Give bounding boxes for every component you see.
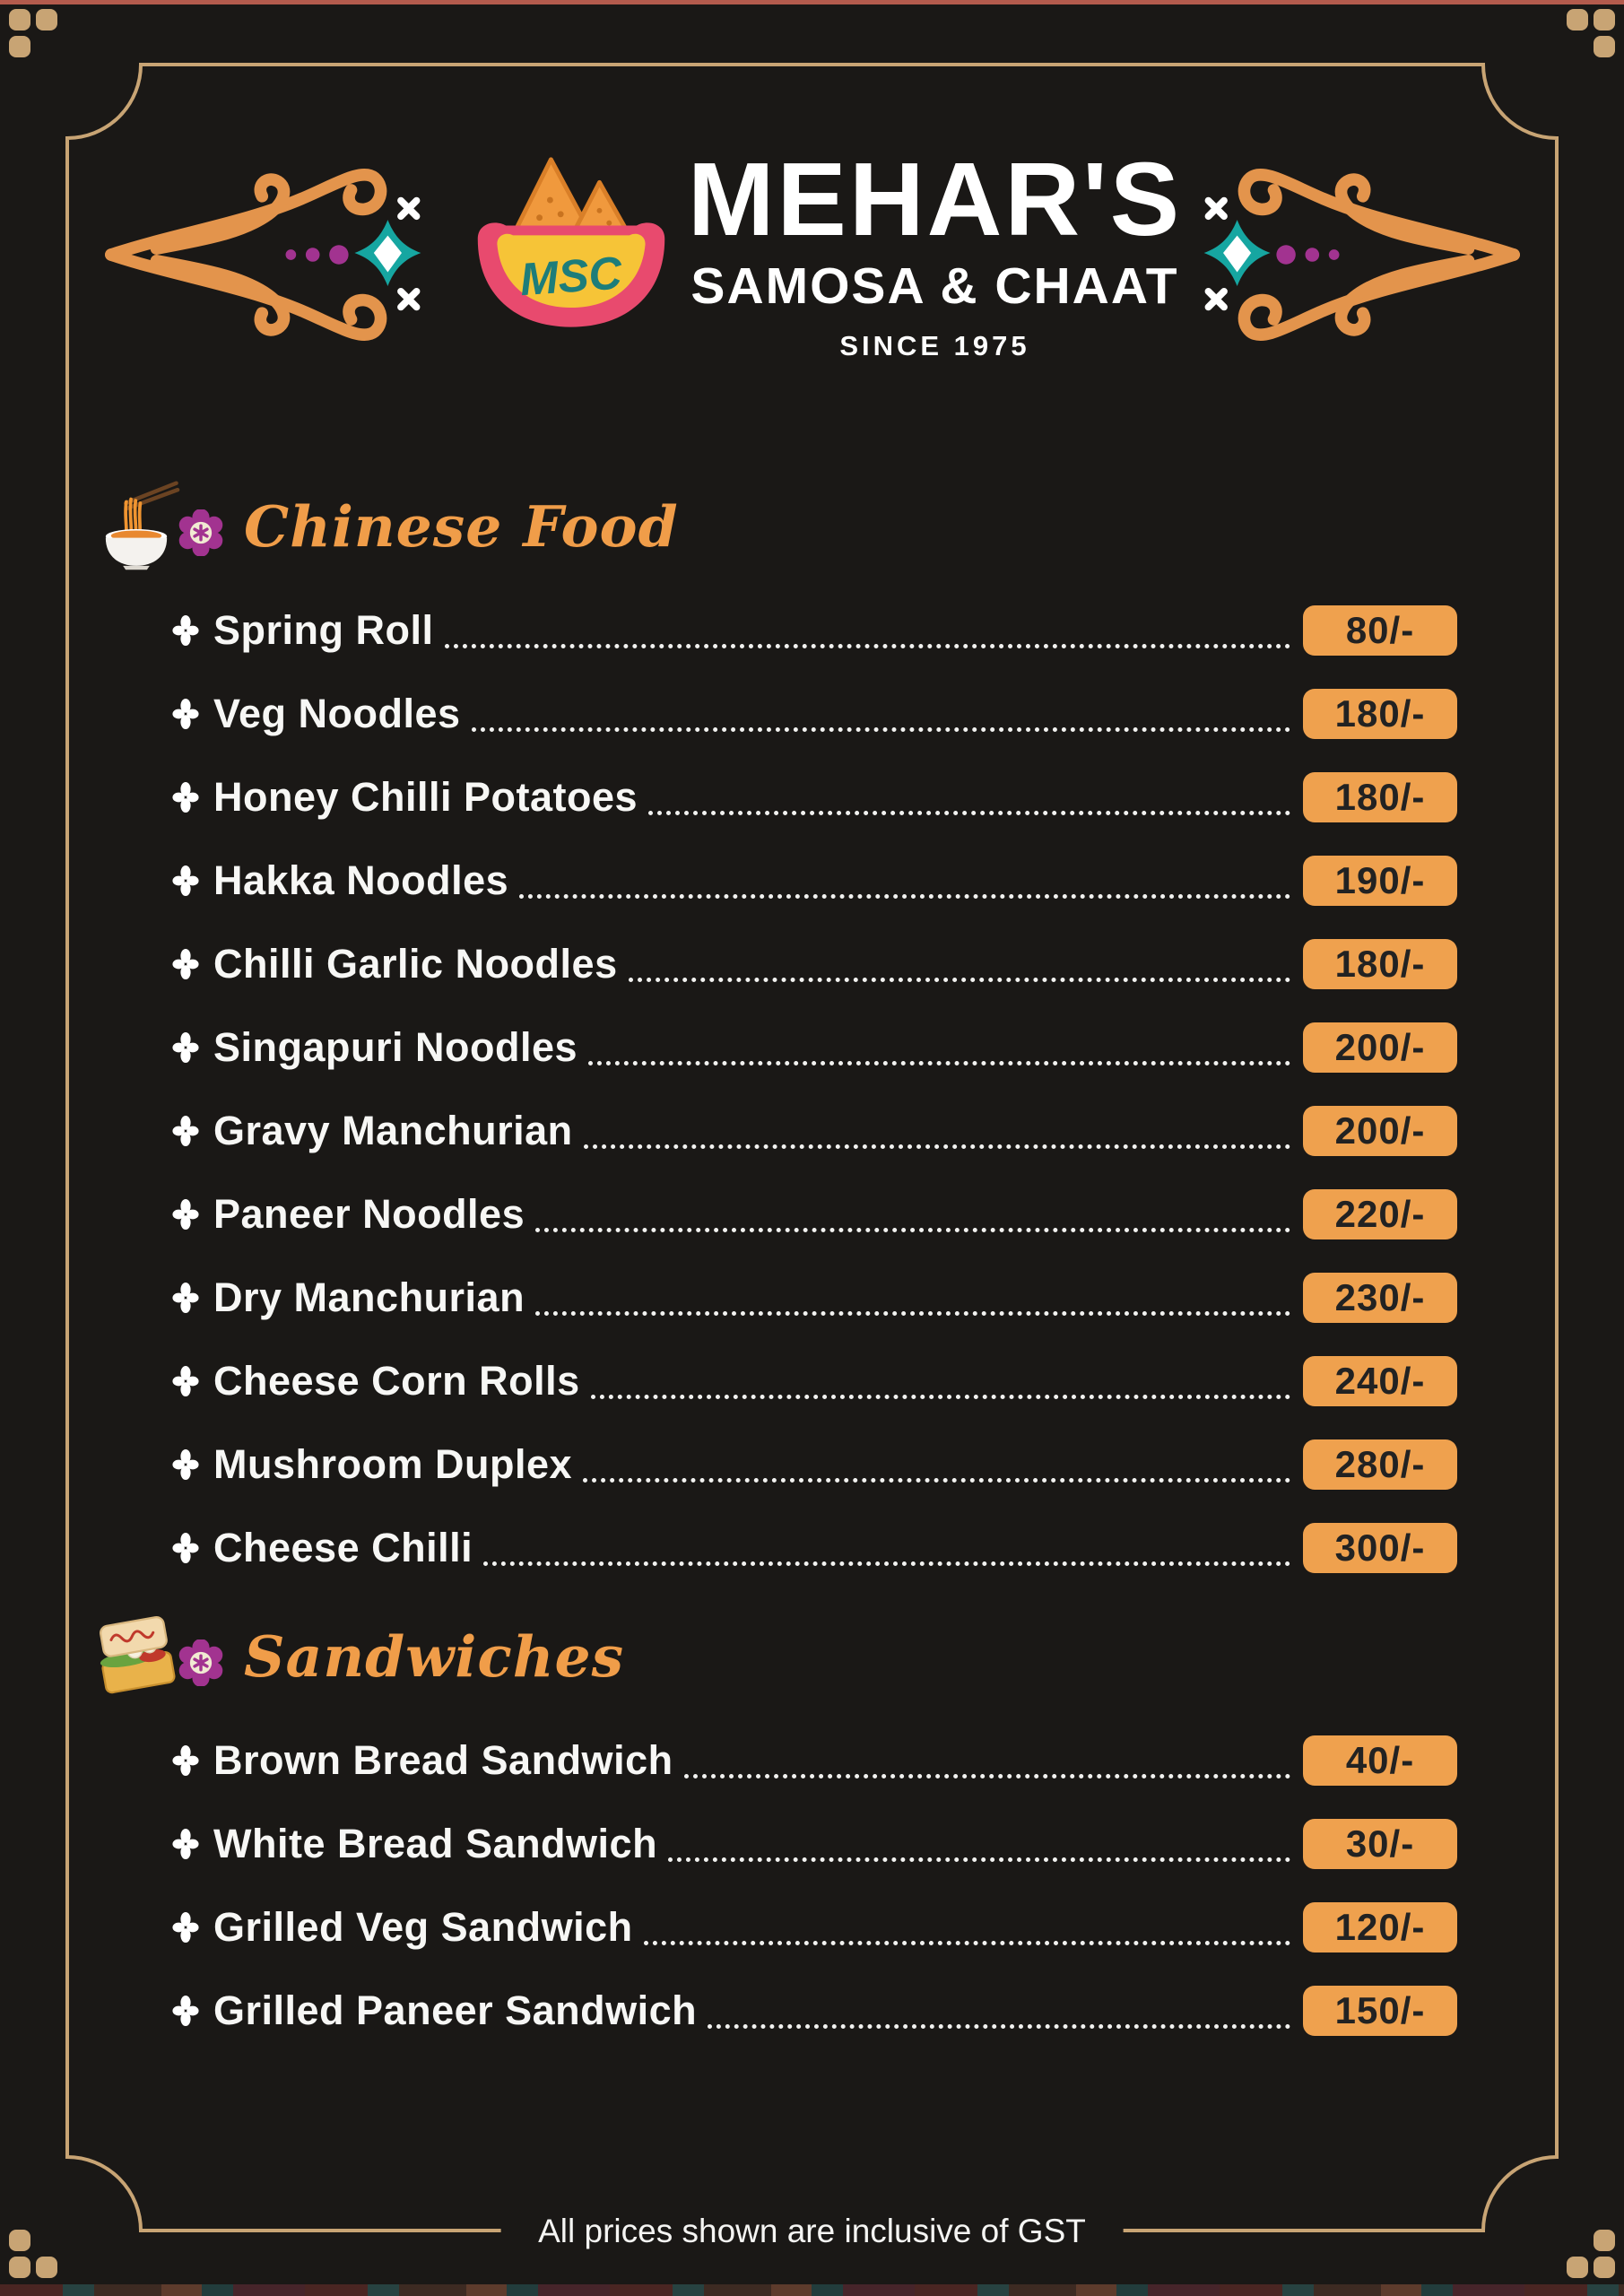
section-title: Chinese Food (244, 493, 679, 560)
menu-item-name: Dry Manchurian (213, 1274, 525, 1320)
dotted-leader (668, 1857, 1290, 1862)
logo-monogram: MSC (517, 247, 623, 306)
sparkle-bullet-icon (172, 1829, 199, 1859)
sparkle-bullet-icon (172, 615, 199, 646)
menu-item-row (90, 1802, 1457, 1885)
menu-item-name: Brown Bread Sandwich (213, 1736, 673, 1783)
flower-icon (178, 1639, 224, 1686)
menu-item-name: Singapuri Noodles (213, 1023, 578, 1070)
menu-item-row (90, 672, 1457, 755)
menu-item-row (90, 1506, 1457, 1589)
section-heading-sandwiches (90, 1604, 1457, 1709)
dotted-leader (684, 1774, 1290, 1779)
sparkle-bullet-icon (172, 865, 199, 896)
section-heading-chinese-food (90, 474, 1457, 579)
sparkle-bullet-icon (172, 1996, 199, 2026)
bottom-edge-strip (0, 2284, 1624, 2296)
sparkle-bullet-icon (172, 949, 199, 979)
menu-item-price-badge: 40/- (1303, 1735, 1457, 1786)
brand-since: SINCE 1975 (839, 330, 1030, 361)
sparkle-bullet-icon (172, 1745, 199, 1776)
footer-gst-note: All prices shown are inclusive of GST (500, 2206, 1124, 2257)
menu-item-name: Cheese Chilli (213, 1524, 473, 1570)
menu-item-name: White Bread Sandwich (213, 1820, 658, 1866)
corner-squares-top-left (9, 9, 65, 65)
dotted-leader (583, 1478, 1290, 1483)
menu-items-chinese-food (90, 588, 1457, 1589)
flower-icon (178, 509, 224, 556)
menu-item-row (90, 755, 1457, 839)
menu-item-name: Paneer Noodles (213, 1190, 525, 1237)
menu-item-price-badge: 200/- (1303, 1022, 1457, 1073)
menu-item-price-badge: 180/- (1303, 689, 1457, 739)
menu-item-price-badge: 150/- (1303, 1986, 1457, 2036)
noodle-bowl-icon (90, 476, 183, 577)
sparkle-bullet-icon (172, 782, 199, 813)
menu-item-name: Mushroom Duplex (213, 1440, 573, 1487)
menu-item-name: Gravy Manchurian (213, 1107, 573, 1153)
menu-item-price-badge: 180/- (1303, 939, 1457, 989)
sparkle-bullet-icon (172, 1533, 199, 1563)
dotted-leader (644, 1941, 1290, 1945)
section-title: Sandwiches (244, 1623, 625, 1690)
menu-item-price-badge: 220/- (1303, 1189, 1457, 1239)
dotted-leader (591, 1395, 1290, 1399)
sparkle-bullet-icon (172, 1199, 199, 1230)
sparkle-bullet-icon (172, 699, 199, 729)
dotted-leader (708, 2024, 1290, 2029)
menu-item-price-badge: 300/- (1303, 1523, 1457, 1573)
sparkle-bullet-icon (172, 1449, 199, 1480)
header (0, 124, 1624, 386)
dotted-leader (519, 894, 1290, 899)
sparkle-bullet-icon (172, 1366, 199, 1396)
brand-name: MEHAR'S (687, 141, 1183, 257)
corner-squares-bottom-left (9, 2222, 65, 2278)
section-chinese-food (90, 474, 1457, 1589)
brand-subtitle: SAMOSA & CHAAT (690, 257, 1179, 315)
menu-item-price-badge: 180/- (1303, 772, 1457, 822)
menu-item-name: Veg Noodles (213, 690, 461, 736)
corner-squares-top-right (1559, 9, 1615, 65)
menu-item-price-badge: 200/- (1303, 1106, 1457, 1156)
menu-item-price-badge: 30/- (1303, 1819, 1457, 1869)
menu-item-price-badge: 230/- (1303, 1273, 1457, 1323)
menu-item-price-badge: 120/- (1303, 1902, 1457, 1952)
menu-item-row (90, 1256, 1457, 1339)
flourish-ornament-left-icon (103, 124, 437, 386)
menu-item-name: Grilled Paneer Sandwich (213, 1987, 698, 2033)
menu-item-name: Chilli Garlic Noodles (213, 940, 618, 987)
flourish-ornament-right-icon (1188, 124, 1522, 386)
dotted-leader (584, 1144, 1290, 1149)
menu-item-price-badge: 240/- (1303, 1356, 1457, 1406)
sparkle-bullet-icon (172, 1116, 199, 1146)
menu-item-row (90, 1422, 1457, 1506)
dotted-leader (535, 1228, 1290, 1232)
menu-item-row (90, 1885, 1457, 1969)
menu-item-row (90, 1005, 1457, 1089)
dotted-leader (648, 811, 1290, 815)
menu-item-name: Hakka Noodles (213, 857, 509, 903)
menu-item-row (90, 839, 1457, 922)
title-block (687, 141, 1183, 362)
corner-squares-bottom-right (1559, 2222, 1615, 2278)
menu-item-row (90, 1339, 1457, 1422)
menu-items-sandwiches (90, 1718, 1457, 2052)
top-accent-line (0, 0, 1624, 4)
sandwich-icon (90, 1606, 183, 1707)
menu-item-price-badge: 80/- (1303, 605, 1457, 656)
menu-item-name: Honey Chilli Potatoes (213, 773, 638, 820)
dotted-leader (445, 644, 1291, 648)
menu-item-row (90, 1718, 1457, 1802)
section-sandwiches (90, 1604, 1457, 2052)
menu-item-row (90, 588, 1457, 672)
menu-item-row (90, 1089, 1457, 1172)
menu-item-row (90, 1969, 1457, 2052)
menu-item-price-badge: 280/- (1303, 1439, 1457, 1490)
brand-logo-samosa-bowl (465, 148, 677, 361)
sparkle-bullet-icon (172, 1912, 199, 1943)
menu-item-name: Spring Roll (213, 606, 434, 653)
menu-item-row (90, 922, 1457, 1005)
dotted-leader (472, 727, 1290, 732)
dotted-leader (483, 1561, 1290, 1566)
sparkle-bullet-icon (172, 1283, 199, 1313)
menu-item-row (90, 1172, 1457, 1256)
menu-item-price-badge: 190/- (1303, 856, 1457, 906)
dotted-leader (629, 978, 1290, 982)
dotted-leader (535, 1311, 1290, 1316)
sparkle-bullet-icon (172, 1032, 199, 1063)
menu-item-name: Grilled Veg Sandwich (213, 1903, 633, 1950)
dotted-leader (588, 1061, 1290, 1065)
menu-item-name: Cheese Corn Rolls (213, 1357, 580, 1404)
